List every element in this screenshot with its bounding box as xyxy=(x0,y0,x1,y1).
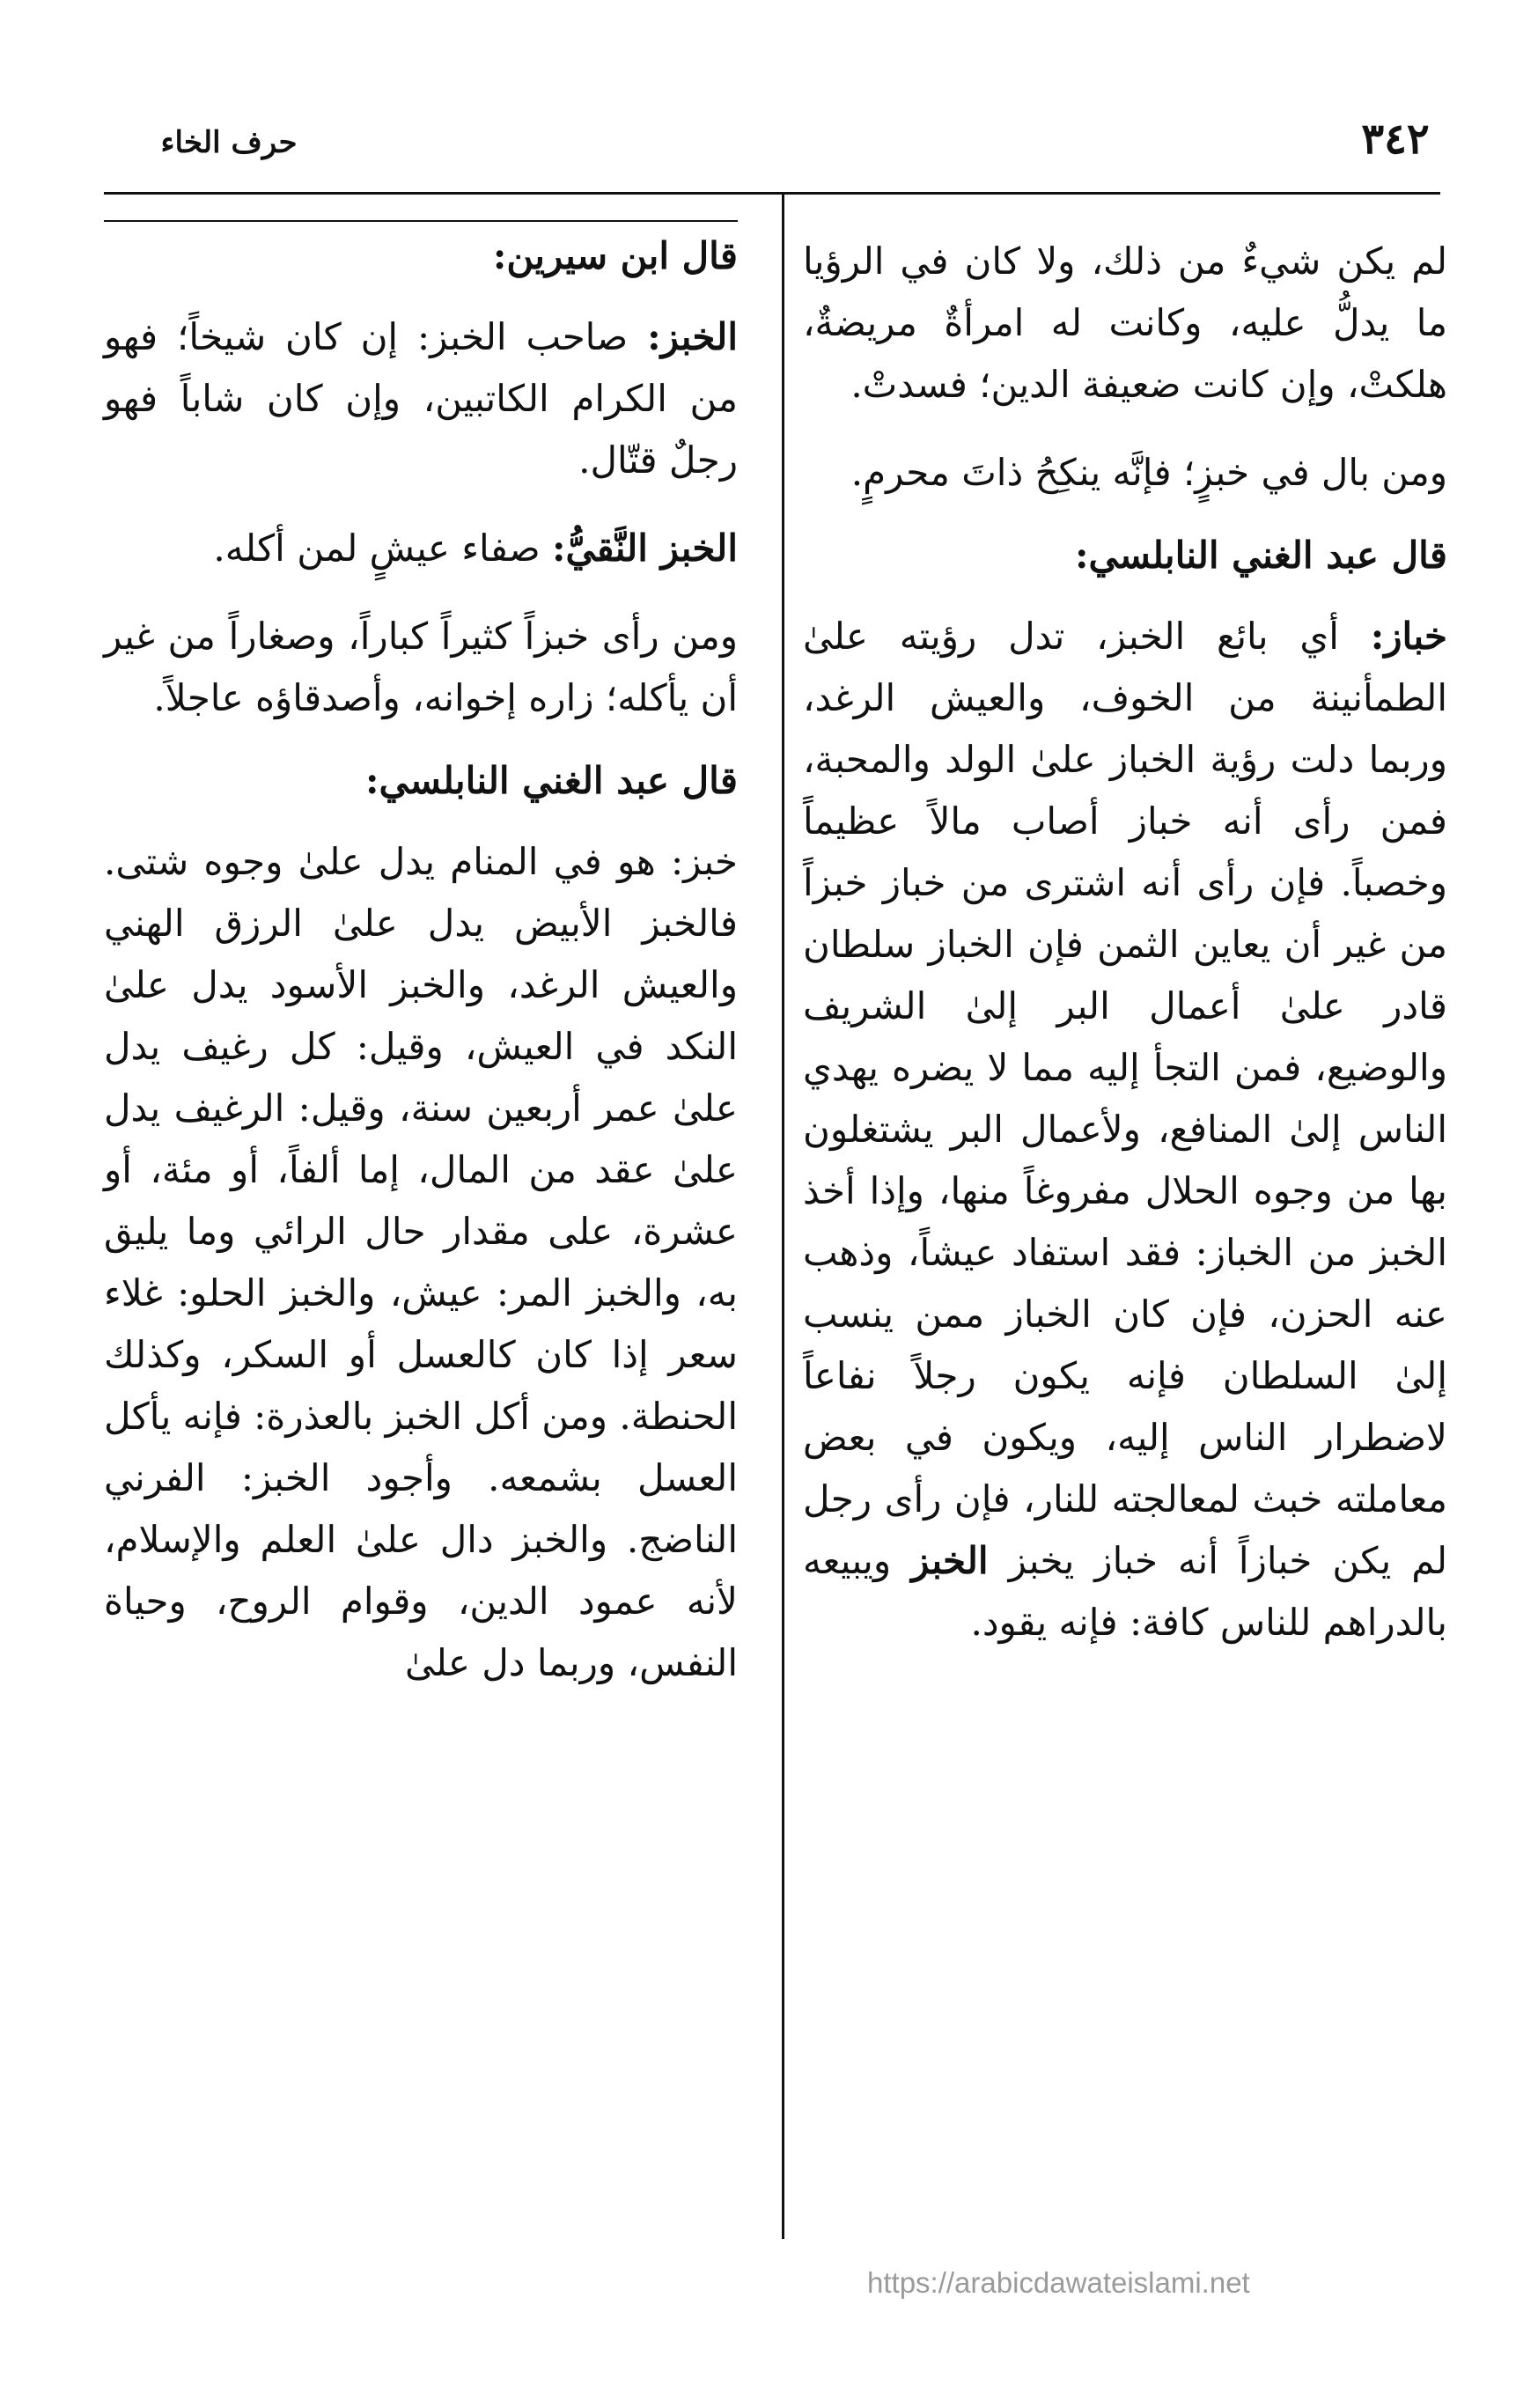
left-paragraph-1 xyxy=(104,306,738,491)
right-section-heading: قال عبد الغني النابلسي: xyxy=(1075,534,1447,577)
left-paragraph-2-text: صفاء عيشٍ لمن أكله. xyxy=(213,527,541,570)
right-column xyxy=(803,231,1447,1680)
left-paragraph-2 xyxy=(104,518,738,579)
keyword-khabbaz: خباز: xyxy=(1370,615,1447,658)
left-column xyxy=(104,231,738,1720)
right-paragraph-1: لم يكن شيءٌ من ذلك، ولا كان في الرؤيا ما يدلُّ عليه، وكانت له امرأةٌ مريضةٌ، هلكتْ، وإن كانت ضعيفة الدين؛ فسدتْ. xyxy=(803,239,1447,406)
left-paragraph-1-text: صاحب الخبز: إن كان شيخاً؛ فهو من الكرام الكاتبين، وإن كان شاباً فهو رجلٌ قتّال. xyxy=(104,315,738,482)
header-rule xyxy=(104,192,1440,195)
left-paragraph-4: خبز: هو في المنام يدل علىٰ وجوه شتى. فالخبز الأبيض يدل علىٰ الرزق الهني والعيش الرغد، والخبز الأسود يدل علىٰ النكد في العيش، وقيل: كل رغيف يدل علىٰ عمر أربعين سنة، وقيل: الرغيف يدل علىٰ عقد من المال، إما ألفاً، أو مئة، أو عشرة، على مقدار حال الرائي وما يليق به، والخبز المر: عيش، والخبز الحلو: غلاء سعر إذا كان كالعسل أو السكر، وكذلك الحنطة. ومن أكل الخبز بالعذرة: فإنه يأكل العسل بشمعه. وأجود الخبز: الفرني الناضج. والخبز دال علىٰ العلم والإسلام، لأنه عمود الدين، وقوام الروح، وحياة النفس، وربما دل علىٰ xyxy=(104,840,738,1684)
keyword-alkhubz: الخبز: xyxy=(647,315,738,358)
page-number: ٣٤٢ xyxy=(1361,114,1430,164)
right-paragraph-3-text: أي بائع الخبز، تدل رؤيته علىٰ الطمأنينة من الخوف، والعيش الرغد، وربما دلت رؤية الخباز علىٰ الولد والمحبة، فمن رأى أنه خباز أصاب مالاً عظيماً وخصباً. فإن رأى أنه اشترى من خباز خبزاً من غير أن يعاين الثمن فإن الخباز سلطان قادر علىٰ أعمال البر إلىٰ الشريف والوضيع، فمن التجأ إليه مما لا يضره يهدي الناس إلىٰ المنافع، ولأعمال البر يشتغلون بها من وجوه الحلال مفروغاً منها، وإذا أخذ الخبز من الخباز: فقد استفاد عيشاً، وذهب عنه الحزن، فإن كان الخباز ممن ينسب إلىٰ السلطان فإنه يكون رجلاً نفاعاً لاضطرار الناس إليه، ويكون في بعض معاملته خبث لمعالجته للنار، فإن رأى رجل لم يكن خبازاً أنه خباز يخبز xyxy=(803,615,1447,1582)
keyword-khubz: الخبز xyxy=(911,1539,989,1582)
right-paragraph-3 xyxy=(803,606,1447,1653)
left-column-rule xyxy=(104,220,738,222)
right-paragraph-2: ومن بال في خبزٍ؛ فإنَّه ينكِحُ ذاتَ محرمٍ. xyxy=(850,451,1447,494)
left-section-heading-1: قال ابن سيرين: xyxy=(492,234,738,277)
chapter-title: حرف الخاء xyxy=(160,125,298,160)
site-watermark: https://arabicdawateislami.net xyxy=(867,2266,1250,2299)
left-section-heading-2: قال عبد الغني النابلسي: xyxy=(365,759,738,802)
column-divider xyxy=(782,192,784,2239)
left-paragraph-3: ومن رأى خبزاً كثيراً كباراً، وصغاراً من غير أن يأكله؛ زاره إخوانه، وأصدقاؤه عاجلاً. xyxy=(104,615,738,719)
keyword-alkhubz-alnaqi: الخبز النَّقيُّ: xyxy=(552,527,738,570)
right-paragraph-3-end: ويبيعه بالدراهم للناس كافة: فإنه يقود. xyxy=(803,1539,1447,1644)
